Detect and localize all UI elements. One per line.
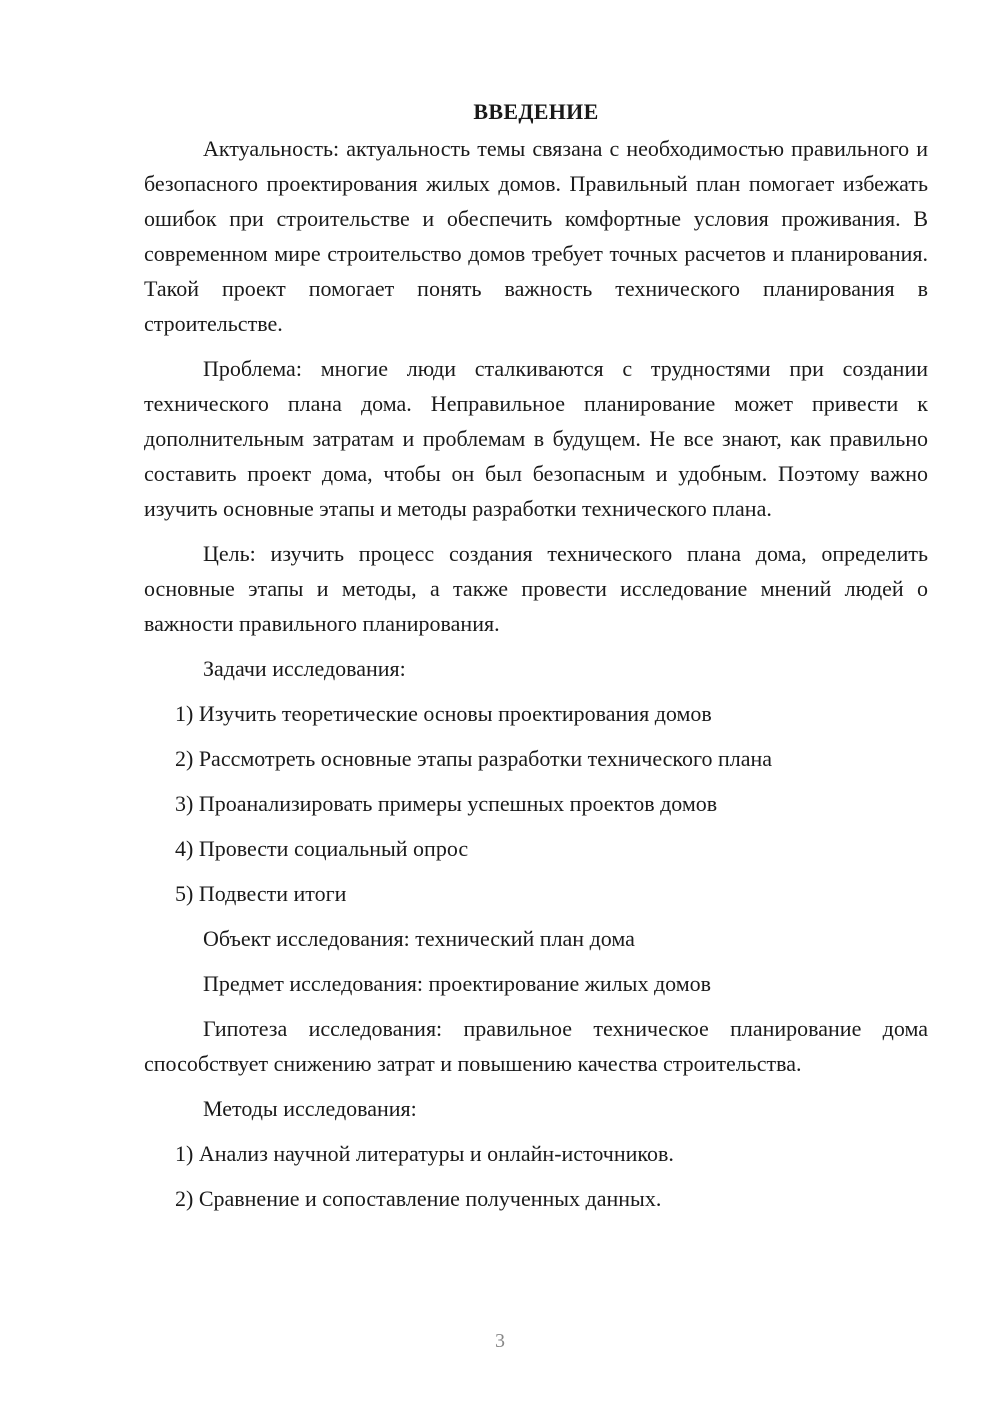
object-paragraph: Объект исследования: технический план дома <box>203 926 635 951</box>
tasks-heading: Задачи исследования: <box>203 656 406 681</box>
subject-paragraph: Предмет исследования: проектирование жилых домов <box>203 971 712 996</box>
page-title: ВВЕДЕНИЕ <box>473 99 599 124</box>
list-item: 3) Проанализировать примеры успешных проектов домов <box>175 791 718 816</box>
goal-paragraph: Цель: изучить процесс создания технического плана дома, определить основные этапы и методы, а также провести исследование мнений людей о важности правильного планирования. <box>144 541 928 636</box>
methods-heading: Методы исследования: <box>203 1096 417 1121</box>
list-item: 5) Подвести итоги <box>175 881 347 906</box>
tasks-list <box>144 696 928 911</box>
document-page <box>144 92 928 1226</box>
list-item: 2) Сравнение и сопоставление полученных данных. <box>175 1186 662 1211</box>
list-item: 1) Изучить теоретические основы проектирования домов <box>175 701 712 726</box>
methods-list <box>144 1136 928 1216</box>
relevance-paragraph: Актуальность: актуальность темы связана с необходимостью правильного и безопасного проектирования жилых домов. Правильный план помогает избежать ошибок при строительстве и обеспечить комфортные условия проживания. В современном мире строительство домов требует точных расчетов и планирования. Такой проект помогает понять важность технического планирования в строительстве. <box>144 136 928 336</box>
list-item: 2) Рассмотреть основные этапы разработки технического плана <box>175 746 773 771</box>
page-number: 3 <box>495 1330 505 1352</box>
list-item: 1) Анализ научной литературы и онлайн-источников. <box>175 1141 674 1166</box>
hypothesis-paragraph: Гипотеза исследования: правильное техническое планирование дома способствует снижению затрат и повышению качества строительства. <box>144 1016 928 1076</box>
problem-paragraph: Проблема: многие люди сталкиваются с трудностями при создании технического плана дома. Неправильное планирование может привести к дополнительным затратам и проблемам в будущем. Не все знают, как правильно составить проект дома, чтобы он был безопасным и удобным. Поэтому важно изучить основные этапы и методы разработки технического плана. <box>144 356 928 521</box>
list-item: 4) Провести социальный опрос <box>175 836 469 861</box>
